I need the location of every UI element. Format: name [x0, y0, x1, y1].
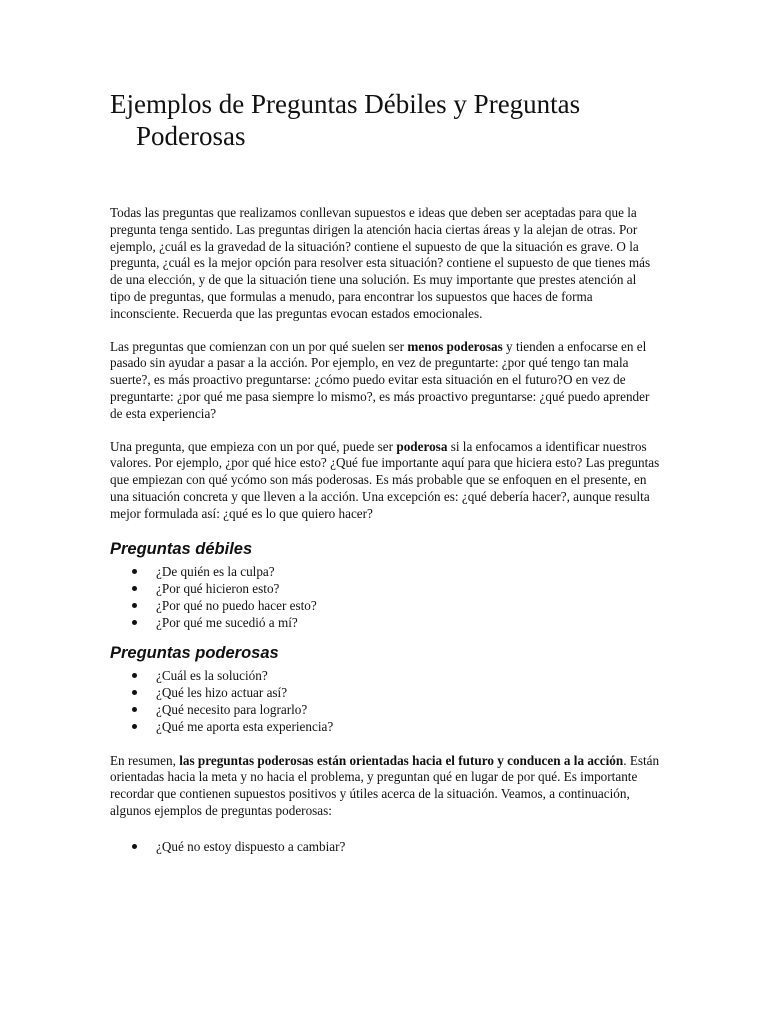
- powerful-questions-heading: Preguntas poderosas: [110, 643, 279, 662]
- powerful-questions-list: [110, 667, 660, 735]
- list-item: [110, 718, 660, 735]
- list-item: [110, 597, 660, 614]
- list-item-text: ¿Qué necesito para lograrlo?: [156, 701, 308, 717]
- list-item: [110, 701, 660, 718]
- list-item-text: ¿Por qué me sucedió a mí?: [156, 614, 298, 630]
- paragraph-text: En resumen,: [110, 752, 180, 768]
- list-item: [110, 614, 660, 631]
- document-body: [110, 205, 660, 867]
- list-item-text: ¿Por qué no puedo hacer esto?: [156, 597, 317, 613]
- bold-phrase: las preguntas poderosas están orientadas hacia el futuro y conducen a la acción: [179, 752, 624, 768]
- bullet-icon: [132, 707, 137, 712]
- list-item-text: ¿De quién es la culpa?: [156, 563, 275, 579]
- list-item: [110, 667, 660, 684]
- paragraph-text: y tienden a enfocarse en el pasado sin ayudar a pasar a la acción. Por ejemplo, en vez de preguntarte: ¿por qué tengo tan mala suerte?, es más proactivo preguntarse: ¿cómo puedo evitar esta situación en el futuro?O en vez de preguntarte: ¿por qué me pasa siempre lo mismo?, es más proactivo preguntarse: ¿qué puedo aprender de esta experiencia?: [110, 338, 650, 421]
- list-item: [110, 684, 660, 701]
- list-item-text: ¿Cuál es la solución?: [156, 667, 268, 683]
- list-item-text: ¿Qué les hizo actuar así?: [156, 684, 288, 700]
- why-questions-paragraph: [110, 339, 660, 423]
- bullet-icon: [132, 690, 137, 695]
- bullet-icon: [132, 603, 137, 608]
- document-title: Ejemplos de Preguntas Débiles y Preguntas Poderosas: [110, 89, 581, 151]
- summary-paragraph: [110, 753, 660, 820]
- paragraph-text: si la enfocamos a identificar nuestros valores. Por ejemplo, ¿por qué hice esto? ¿Qué fue importante aquí para que hiciera esto? Las preguntas que empiezan con qué ycómo son más poderosas. Es más probable que se enfoquen en el presente, en una situación concreta y que lleven a la acción. Una excepción es: ¿qué debería hacer?, aunque resulta mejor formulada así: ¿qué es lo que quiero hacer?: [110, 438, 660, 521]
- list-item-text: ¿Qué no estoy dispuesto a cambiar?: [156, 838, 346, 854]
- list-item: [110, 838, 660, 855]
- bullet-icon: [132, 569, 137, 574]
- list-item-text: ¿Por qué hicieron esto?: [156, 580, 280, 596]
- bullet-icon: [132, 620, 137, 625]
- powerful-why-paragraph: [110, 439, 660, 523]
- final-questions-list: [110, 838, 660, 855]
- weak-questions-heading: Preguntas débiles: [110, 539, 253, 558]
- intro-paragraph: Todas las preguntas que realizamos conllevan supuestos e ideas que deben ser aceptadas para que la pregunta tenga sentido. Las preguntas dirigen la atención hacia ciertas áreas y la alejan de otras. Por ejemplo, ¿cuál es la gravedad de la situación? contiene el supuesto de que la situación es grave. O la pregunta, ¿cuál es la mejor opción para resolver esta situación? contiene el supuesto de que tienes más de una elección, y de que la situación tiene una solución. Es muy importante que prestes atención al tipo de preguntas, que formulas a menudo, para encontrar los supuestos que haces de forma inconsciente. Recuerda que las preguntas evocan estados emocionales.: [110, 205, 651, 321]
- bold-phrase: poderosa: [396, 438, 448, 454]
- list-item-text: ¿Qué me aporta esta experiencia?: [156, 718, 334, 734]
- bullet-icon: [132, 724, 137, 729]
- weak-questions-list: [110, 563, 660, 631]
- bullet-icon: [132, 586, 137, 591]
- paragraph-text: Una pregunta, que empieza con un por qué, puede ser: [110, 438, 397, 454]
- bullet-icon: [132, 673, 137, 678]
- bold-phrase: menos poderosas: [407, 338, 503, 354]
- list-item: [110, 563, 660, 580]
- paragraph-text: Las preguntas que comienzan con un por qué suelen ser: [110, 338, 408, 354]
- bullet-icon: [132, 844, 137, 849]
- list-item: [110, 580, 660, 597]
- paragraph-text: . Están orientadas hacia la meta y no hacia el problema, y preguntan qué en lugar de por qué. Es importante recordar que contienen supuestos positivos y útiles acerca de la situación. Veamos, a continuación, algunos ejemplos de preguntas poderosas:: [110, 752, 660, 818]
